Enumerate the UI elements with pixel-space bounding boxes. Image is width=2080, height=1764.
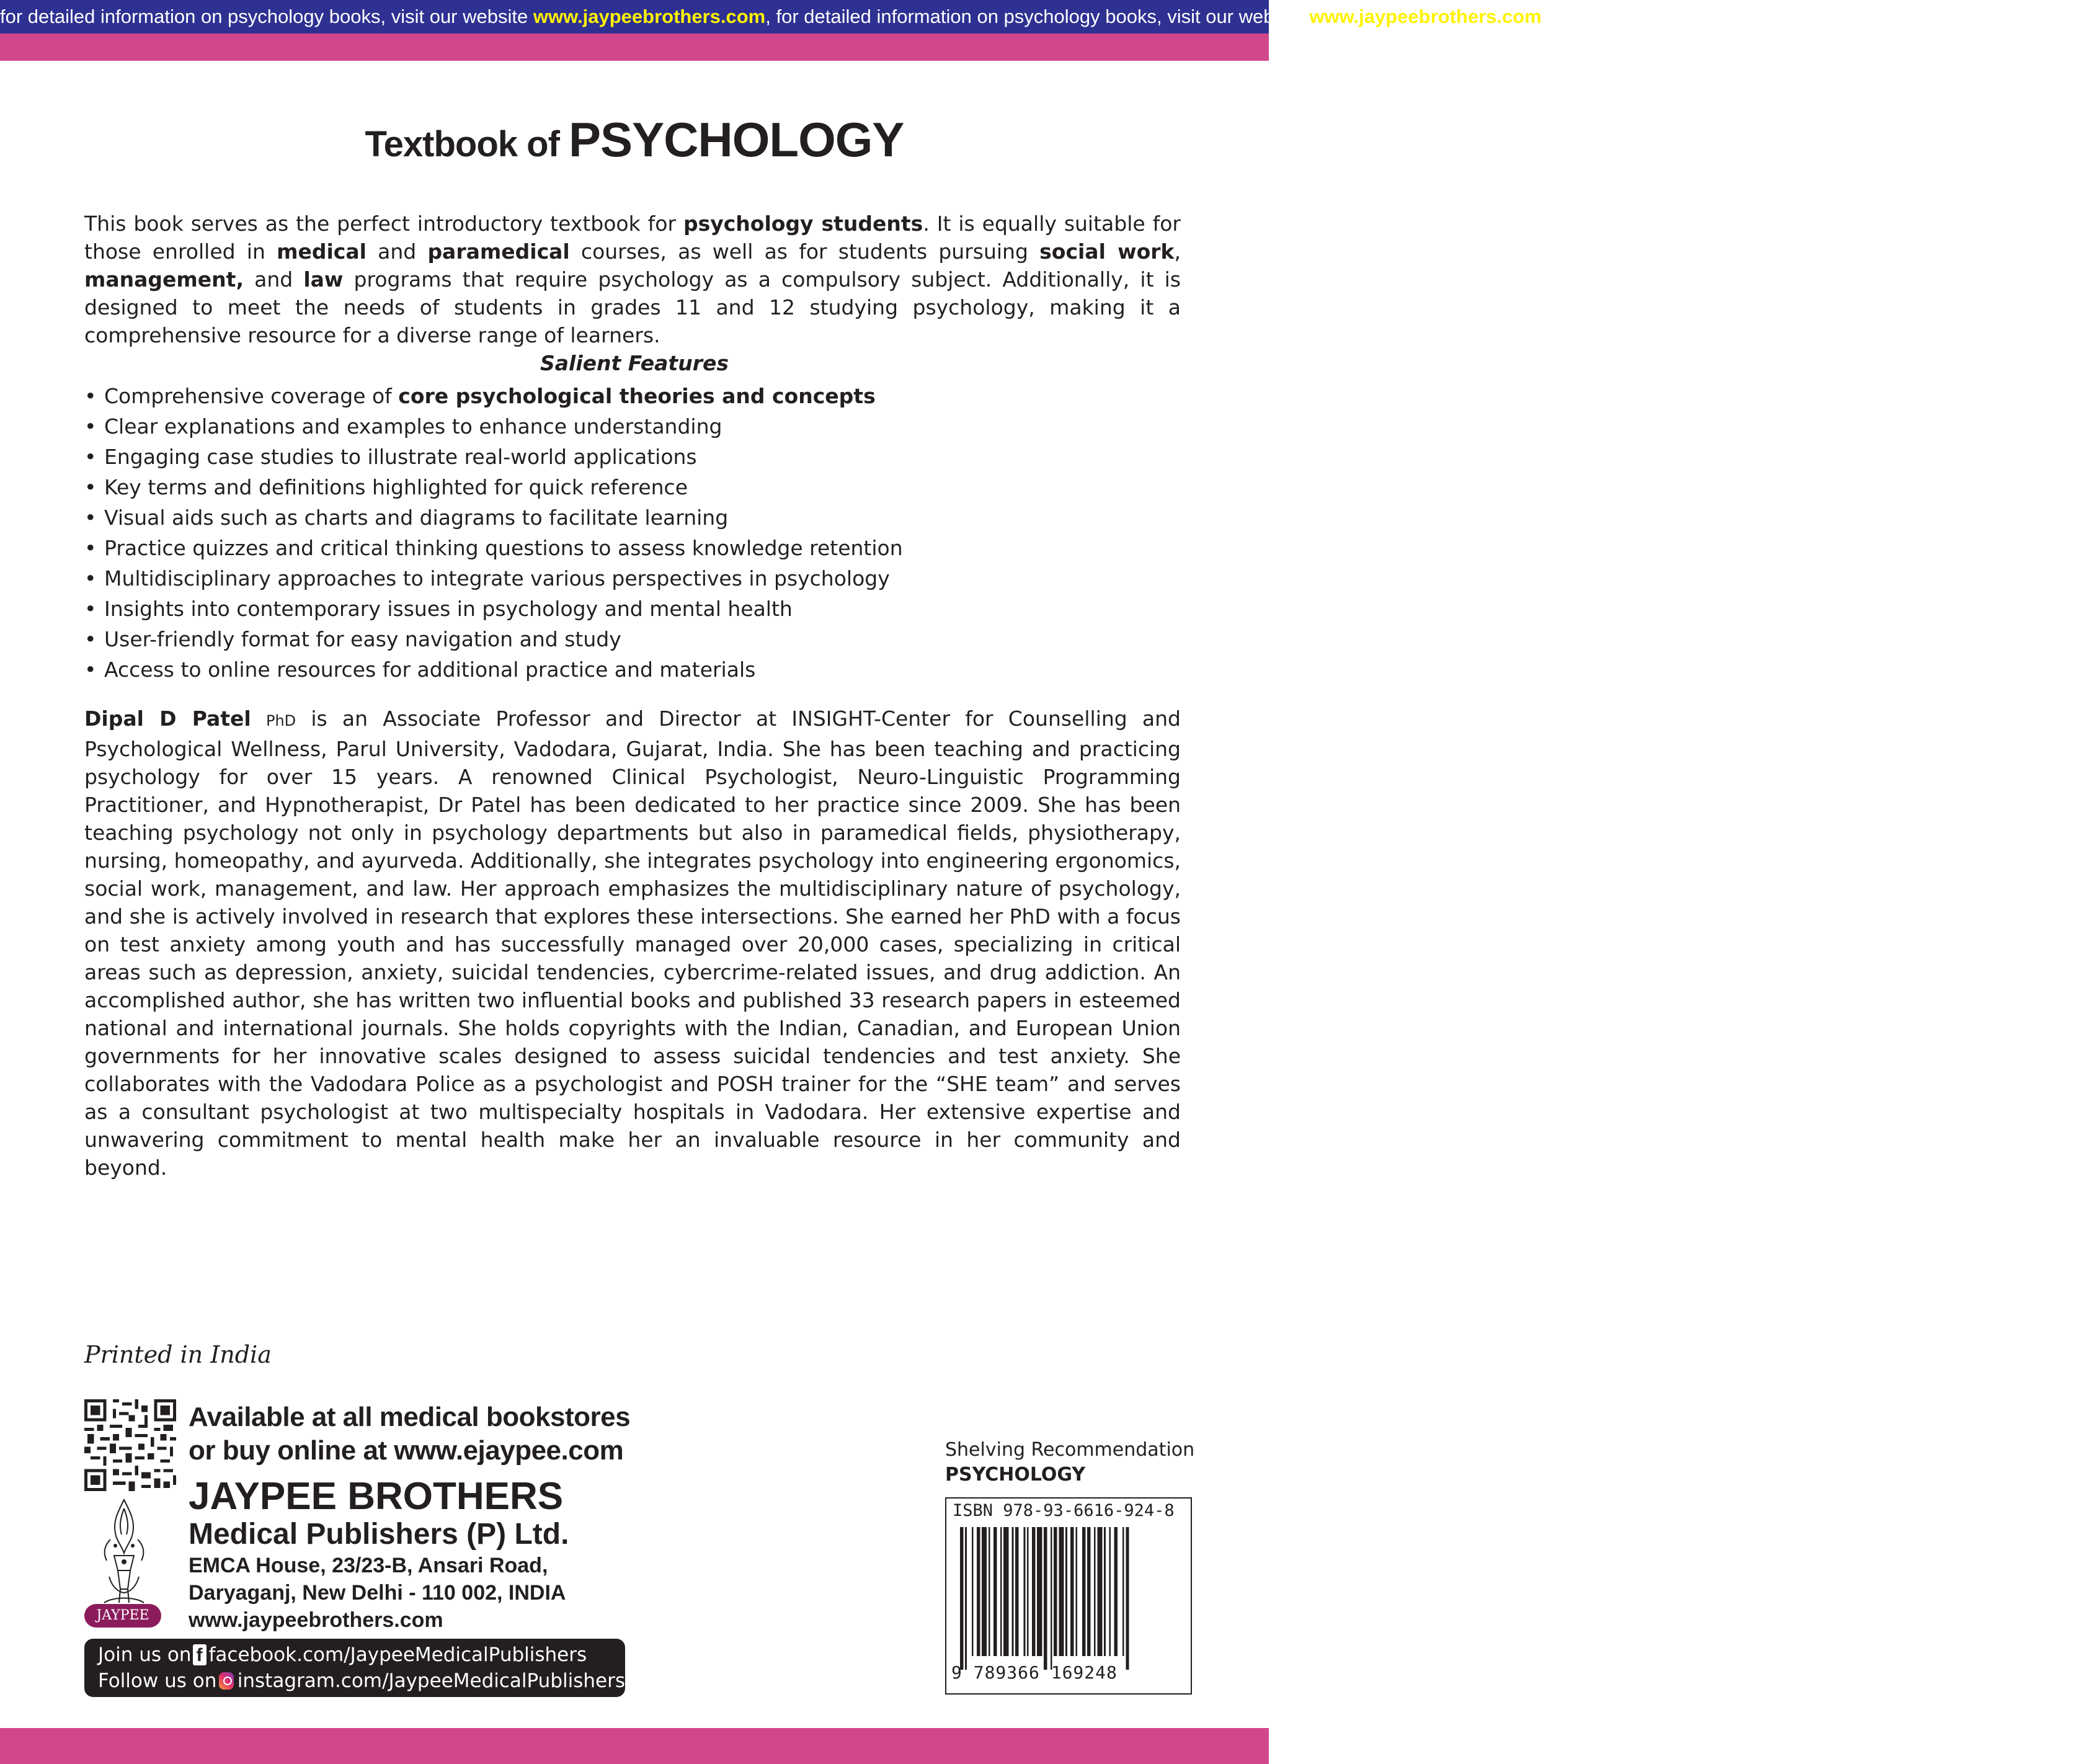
intro-bold: medical — [277, 239, 367, 264]
bio-text: is an Associate Professor and Director at INSIGHT-Center for Counselling and Psychological Wellness, Parul University, Vadodara, Gujarat, India. She has been teaching and practicing psychology for over 15 years. A renowned Clinical Psychologist, Neuro-Linguistic Programming Practitioner, and Hypnotherapist, Dr Patel has been dedicated to her practice since 2009. She has been teaching psychology not only in psychology departments but also in paramedical fields, physiotherapy, nursing, homeopathy, and ayurveda. Additionally, she integrates psychology into engineering ergonomics, social work, management, and law. Her approach emphasizes the multidisciplinary nature of psychology, and she is actively involved in research that explores these intersections. She earned her PhD with a focus on test anxiety among youth and has successfully managed over 20,000 cases, specializing in critical areas such as depression, anxiety, suicidal tendencies, cybercrime-related issues, and drug addiction. An accomplished author, she has written two influential books and published 33 research papers in esteemed national and international journals. She holds copyrights with the Indian, Canadian, and European Union governments for her innovative scales designed to assess suicidal tendencies and test anxiety. She collaborates with the Vadodara Police as a psychologist and POSH trainer for the “SHE team” and serves as a consultant psychologist at two multispecialty hospitals in Vadodara. Her extensive expertise and unwavering commitment to mental health make her an invaluable resource in her community and beyond. — [84, 706, 1181, 1180]
intro-bold: management, — [84, 267, 244, 292]
instagram-icon — [219, 1672, 233, 1690]
intro-paragraph — [84, 210, 1181, 349]
author-degree: PhD — [265, 712, 296, 729]
facebook-row[interactable] — [98, 1642, 625, 1668]
list-item: • Access to online resources for additional practice and materials — [84, 654, 903, 685]
availability-note — [189, 1401, 630, 1468]
top-banner — [0, 0, 2080, 33]
list-item: • Clear explanations and examples to enhance understanding — [84, 411, 903, 442]
intro-text: This book serves as the perfect introductory textbook for — [84, 212, 683, 236]
publisher-subtitle: Medical Publishers (P) Ltd. — [189, 1518, 569, 1551]
printed-in: Printed in India — [84, 1341, 272, 1368]
publisher-website[interactable]: www.jaypeebrothers.com — [189, 1608, 443, 1632]
availability-line-1: Available at all medical bookstores — [189, 1402, 631, 1432]
top-stripe — [0, 33, 1269, 61]
intro-bold: social work — [1039, 239, 1175, 264]
author-bio — [84, 705, 1181, 1182]
qr-code-icon[interactable] — [84, 1399, 176, 1491]
list-item: • Practice quizzes and critical thinking questions to assess knowledge retention — [84, 533, 903, 563]
banner-url-2[interactable]: www.jaypeebrothers.com — [1309, 6, 1542, 27]
banner-text-2: for detailed information on psychology books, visit our website — [776, 6, 1310, 27]
intro-text: , — [1174, 239, 1181, 264]
isbn-bottom-label: 9 789366 169248 — [951, 1662, 1118, 1683]
follow-label: Follow us on — [98, 1670, 217, 1692]
author-name: Dipal D Patel — [84, 706, 251, 731]
address-line-2: Daryaganj, New Delhi - 110 002, INDIA — [189, 1581, 566, 1605]
title-main: PSYCHOLOGY — [569, 112, 904, 167]
list-item: • Insights into contemporary issues in psychology and mental health — [84, 594, 903, 624]
list-item: • Visual aids such as charts and diagrams to facilitate learning — [84, 502, 903, 533]
features-list — [84, 381, 903, 685]
intro-bold: paramedical — [427, 239, 570, 264]
join-label: Join us on — [98, 1644, 192, 1666]
shelving-category: PSYCHOLOGY — [945, 1464, 1086, 1486]
banner-url-1[interactable]: www.jaypeebrothers.com — [533, 6, 766, 27]
intro-bold: psychology students — [683, 212, 923, 236]
instagram-row[interactable] — [98, 1668, 625, 1694]
social-box — [84, 1639, 625, 1697]
intro-text: . It is equally suitable for those enrolled in — [84, 212, 1181, 264]
intro-text: and — [366, 239, 428, 264]
barcode-icon — [960, 1527, 1181, 1670]
banner-text-3: for detailed information on psychology books, visit our website — [1552, 6, 2080, 27]
list-item — [84, 381, 903, 411]
list-item: • Multidisciplinary approaches to integrate various perspectives in psychology — [84, 563, 903, 594]
banner-text-1: for detailed information on psychology books, visit our website — [0, 6, 533, 27]
isbn-top-label: ISBN 978-93-6616-924-8 — [953, 1501, 1175, 1520]
list-item: • Key terms and definitions highlighted for quick reference — [84, 472, 903, 502]
isbn-barcode — [945, 1497, 1192, 1695]
banner-sep-1: , — [765, 6, 776, 27]
list-item: • Engaging case studies to illustrate real-world applications — [84, 442, 903, 472]
shelving-recommendation — [945, 1438, 1194, 1487]
publisher-address — [189, 1552, 566, 1634]
facebook-icon: f — [193, 1644, 207, 1665]
shelving-label: Shelving Recommendation — [945, 1439, 1195, 1461]
intro-text: and — [244, 267, 304, 292]
intro-text: programs that require psychology as a compulsory subject. Additionally, it is designed to meet the needs of students in grades 11 and 12 studying psychology, making it a comprehensive resource for a diverse range of learners. — [84, 267, 1181, 347]
intro-text: courses, as well as for students pursuing — [569, 239, 1040, 264]
availability-line-2[interactable]: or buy online at www.ejaypee.com — [189, 1435, 624, 1466]
intro-bold: law — [303, 267, 344, 292]
facebook-link[interactable]: facebook.com/JaypeeMedicalPublishers — [208, 1644, 587, 1666]
publisher-logo-tag: JAYPEE — [84, 1604, 161, 1628]
address-line-1: EMCA House, 23/23-B, Ansari Road, — [189, 1554, 548, 1577]
instagram-link[interactable]: instagram.com/JaypeeMedicalPublishers — [237, 1670, 625, 1692]
bottom-stripe — [0, 1728, 1269, 1764]
title-prefix: Textbook of — [365, 124, 569, 164]
salient-features-heading: Salient Features — [540, 351, 729, 375]
banner-sep-2: , — [1541, 6, 1552, 27]
list-item: • User-friendly format for easy navigation and study — [84, 624, 903, 654]
book-title — [0, 112, 1269, 168]
feature-bold: core psychological theories and concepts — [398, 384, 876, 408]
publisher-name: JAYPEE BROTHERS — [189, 1475, 564, 1518]
feature-text: Comprehensive coverage of — [104, 384, 399, 408]
